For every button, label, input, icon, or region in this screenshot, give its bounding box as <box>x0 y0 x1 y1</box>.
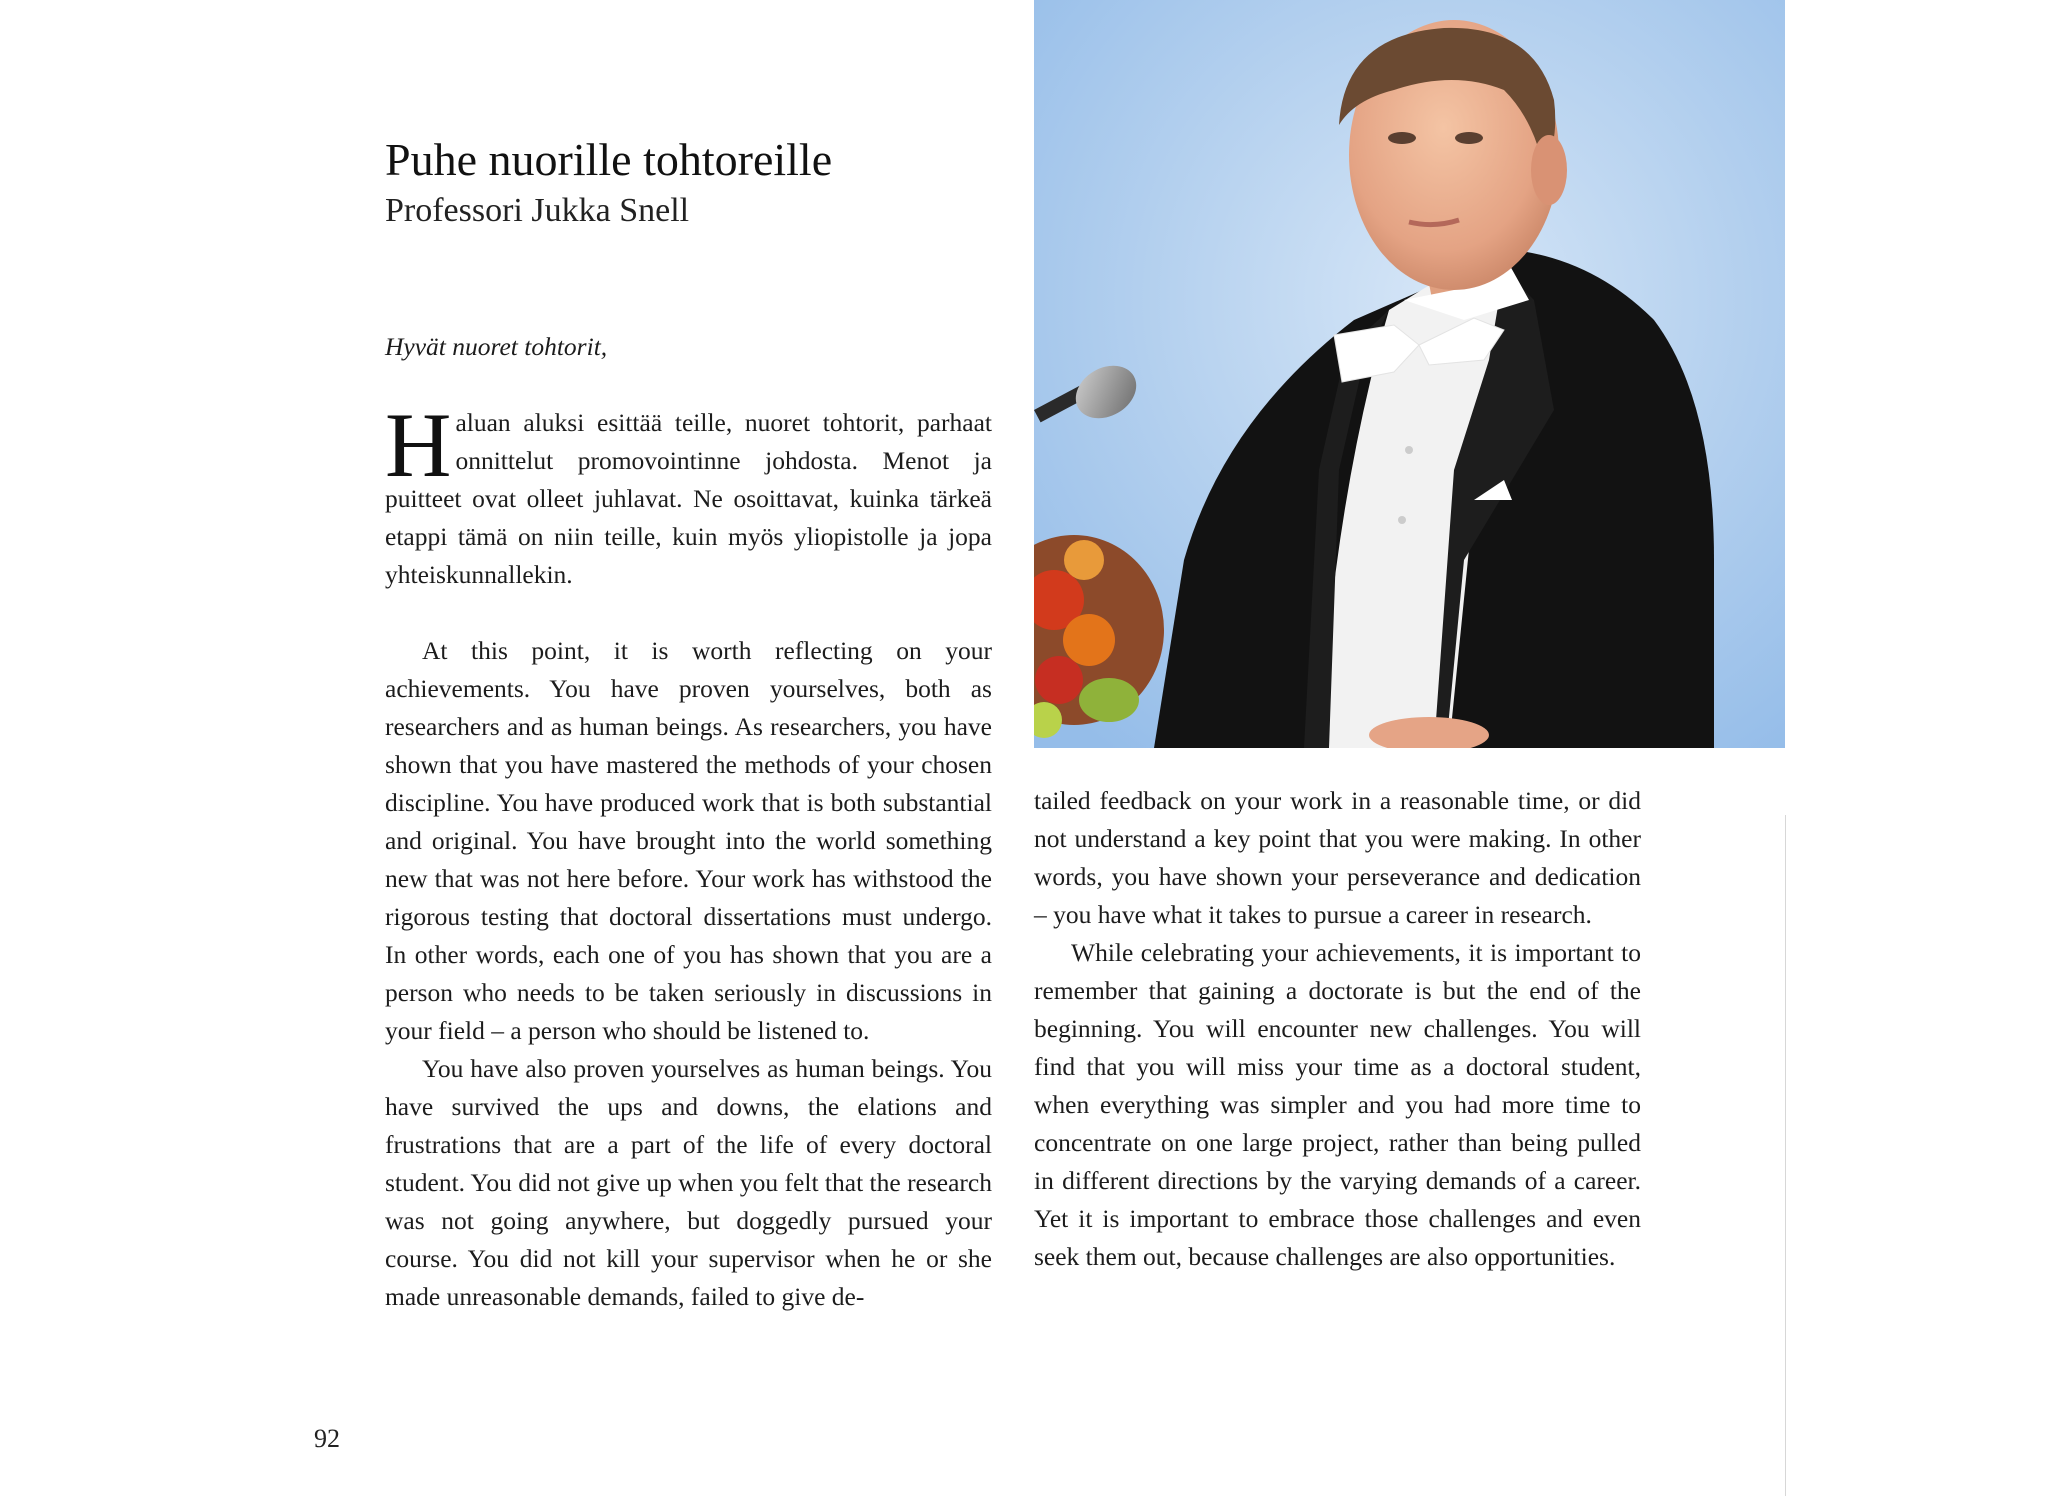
page-edge-line <box>1785 815 1786 1496</box>
paragraph-human-beings-continued: tailed feedback on your work in a reasonable time, or did not understand a key point that you were making. In other words, you have shown your perseverance and dedication – you have what it takes to pursue a career in research. <box>1034 786 1641 929</box>
article-author: Professori Jukka Snell <box>385 192 690 229</box>
paragraph-challenges: While celebrating your achievements, it is important to remember that gaining a doctorate is but the end of the beginning. You will encounter new challenges. You will find that you will miss your time as a doctoral student, when everything was simpler and you had more time to concentrate on one large project, rather than being pulled in different directions by the varying demands of a career. Yet it is important to embrace those challenges and even seek them out, because challenges are also opportunities. <box>1034 938 1641 1271</box>
paragraph-intro-finnish <box>385 394 992 594</box>
paragraph-achievements: At this point, it is worth reflecting on your achievements. You have proven yourselves, both as researchers and as human beings. As researchers, you have shown that you have mastered the methods of your chosen discipline. You have produced work that is both substantial and original. You have brought into the world something new that was not here before. Your work has withstood the rigorous testing that doctoral dissertations must undergo. In other words, each one of you has shown that you are a person who needs to be taken seriously in discussions in your field – a person who should be listened to. <box>385 636 992 1045</box>
drop-cap: H <box>385 394 452 496</box>
paragraph-human-beings: You have also proven yourselves as human beings. You have survived the ups and downs, the elations and frustrations that are a part of the life of every doctoral student. You did not give up when you felt that the research was not going anywhere, but doggedly pursued your course. You did not kill your supervisor when he or she made unreasonable demands, failed to give de- <box>385 1054 992 1311</box>
intro-text: aluan aluksi esittää teille, nuoret tohtorit, parhaat onnittelut promovointinne johdosta. Menot ja puitteet ovat olleet juhlavat. Ne osoittavat, kuinka tärkeä etappi tämä on niin teille, kuin myös yliopistolle ja jopa yhteiskunnallekin. <box>385 408 992 589</box>
title-block <box>385 132 1005 234</box>
speaker-photo <box>1034 0 1785 748</box>
greeting: Hyvät nuoret tohtorit, <box>385 332 608 361</box>
text-column-left <box>385 632 992 1316</box>
text-column-right <box>1034 782 1641 1276</box>
article-title: Puhe nuorille tohtoreille <box>385 134 833 185</box>
page-number: 92 <box>314 1424 340 1453</box>
